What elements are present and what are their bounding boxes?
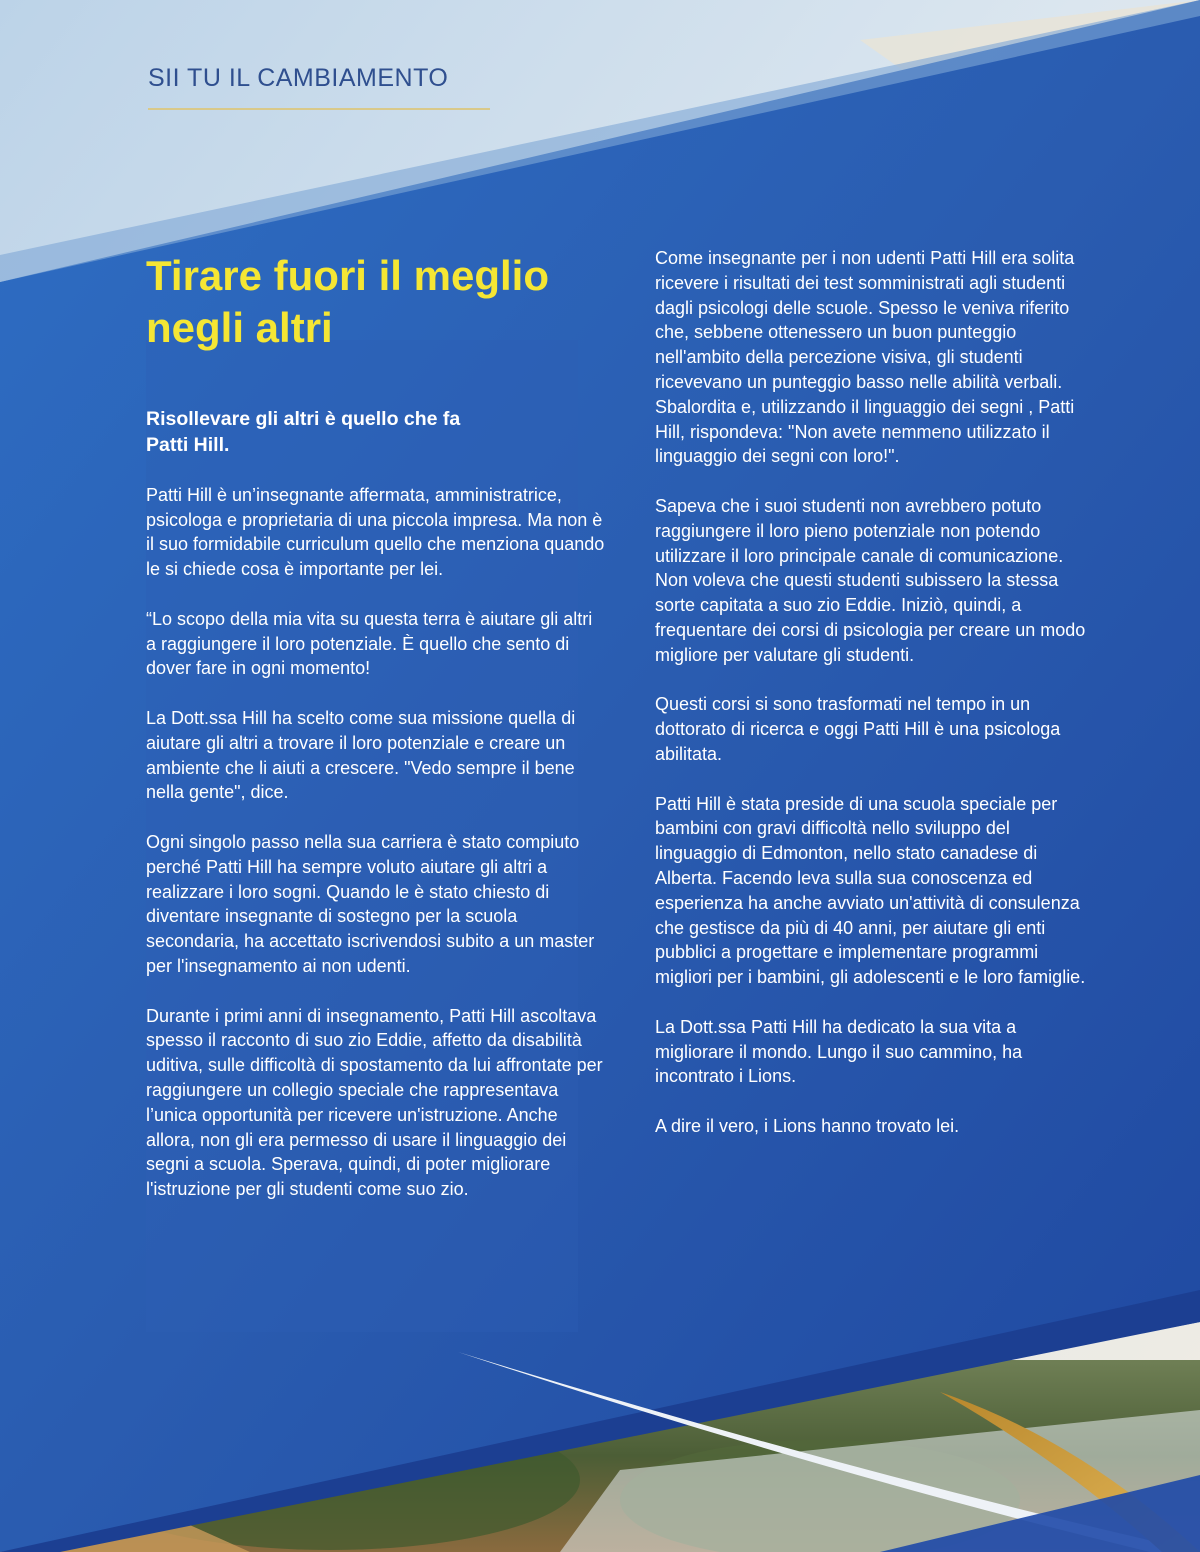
article-title: Tirare fuori il meglio negli altri	[146, 252, 549, 351]
body-paragraph: La Dott.ssa Hill ha scelto come sua missione quella di aiutare gli altri a trovare il loro potenziale e creare un ambiente che li aiuti a crescere. "Vedo sempre il bene nella gente", dice.	[146, 707, 576, 803]
article-right-column	[655, 246, 1095, 1139]
article-lead: Risollevare gli altri è quello che fa Patti Hill.	[146, 408, 461, 456]
body-paragraph: Sapeva che i suoi studenti non avrebbero potuto raggiungere il loro pieno potenziale non potendo utilizzare il loro principale canale di comunicazione. Non voleva che questi studenti subissero la stessa sorte capitata a suo zio Eddie. Iniziò, quindi, a frequentare dei corsi di psicologia per creare un modo migliore per valutare gli studenti.	[655, 495, 1086, 665]
body-paragraph: Questi corsi si sono trasformati nel tempo in un dottorato di ricerca e oggi Patti Hill è una psicologa abilitata.	[655, 694, 1061, 764]
body-paragraph: Durante i primi anni di insegnamento, Patti Hill ascoltava spesso il racconto di suo zio Eddie, affetto da disabilità uditiva, sulle difficoltà di spostamento da lui affrontate per raggiungere un collegio speciale che rappresentava l’unica opportunità per ricevere un'istruzione. Anche allora, non gli era permesso di usare il linguaggio dei segni a scuola. Sperava, quindi, di poter migliorare l'istruzione per gli studenti come suo zio.	[146, 1005, 603, 1200]
section-divider	[148, 108, 490, 110]
body-paragraph: “Lo scopo della mia vita su questa terra è aiutare gli altri a raggiungere il loro potenziale. È quello che sento di dover fare in ogni momento!	[146, 608, 593, 679]
body-paragraph: Patti Hill è stata preside di una scuola speciale per bambini con gravi difficoltà nello sviluppo del linguaggio di Edmonton, nello stato canadese di Alberta. Facendo leva sulla sua conoscenza ed esperienza ha anche avviato un'attività di consulenza che gestisce da più di 40 anni, per aiutare gli enti pubblici a progettare e implementare programmi migliori per i bambini, gli adolescenti e le loro famiglie.	[655, 793, 1086, 988]
body-paragraph: A dire il vero, i Lions hanno trovato lei.	[655, 1115, 960, 1136]
body-paragraph: Ogni singolo passo nella sua carriera è stato compiuto perché Patti Hill ha sempre voluto aiutare gli altri a realizzare i loro sogni. Quando le è stato chiesto di diventare insegnante di sostegno per la scuola secondaria, ha accettato iscrivendosi subito a un master per l'insegnamento ai non udenti.	[146, 831, 595, 976]
article-left-column	[146, 250, 606, 1202]
section-title: SII TU IL CAMBIAMENTO	[148, 64, 449, 92]
body-paragraph: Patti Hill è un’insegnante affermata, amministratrice, psicologa e proprietaria di una piccola impresa. Ma non è il suo formidabile curriculum quello che menziona quando le si chiede cosa è importante per lei.	[146, 484, 605, 580]
body-paragraph: Come insegnante per i non udenti Patti Hill era solita ricevere i risultati dei test somministrati agli studenti dagli psicologi delle scuole. Spesso le veniva riferito che, sebbene ottenessero un buon punteggio nell'ambito della percezione visiva, gli studenti ricevevano un punteggio basso nelle abilità verbali. Sbalordita e, utilizzando il linguaggio dei segni , Patti Hill, rispondeva: "Non avete nemmeno utilizzato il linguaggio dei segni con loro!".	[655, 248, 1075, 467]
body-paragraph: La Dott.ssa Patti Hill ha dedicato la sua vita a migliorare il mondo. Lungo il suo cammino, ha incontrato i Lions.	[655, 1016, 1023, 1087]
